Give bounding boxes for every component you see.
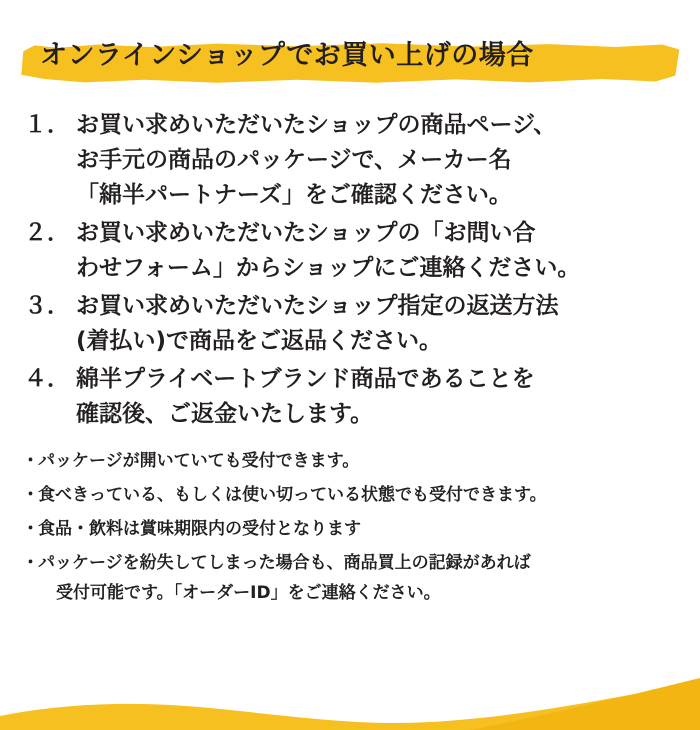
page-title: オンラインショップでお買い上げの場合 [40, 40, 534, 71]
step-line: 綿半プライベートブランド商品であることを [76, 366, 535, 392]
list-item [22, 446, 686, 476]
note-text [38, 446, 686, 476]
step-line: 「綿半パートナーズ」をご確認ください。 [76, 182, 512, 208]
document-page [0, 30, 700, 730]
step-number: ２． [24, 220, 70, 246]
step-line: お買い求めいただいたショップの商品ページ、 [76, 112, 557, 138]
step-line: (着払い)で商品をご返品ください。 [76, 328, 443, 354]
step-text [76, 216, 682, 286]
step-number: １． [24, 112, 70, 138]
bottom-decoration-swoosh [0, 660, 700, 730]
bullet-marker: ・ [22, 485, 39, 505]
list-item [22, 548, 686, 608]
step-text [76, 289, 682, 359]
note-line: パッケージが開いていても受付できます。 [38, 451, 360, 471]
note-line: 食品・飲料は賞味期限内の受付となります [38, 519, 361, 539]
list-item [24, 216, 682, 286]
note-text [38, 480, 686, 510]
note-line: パッケージを紛失してしまった場合も、商品買上の記録があれば [38, 553, 531, 573]
step-line: 確認後、ご返金いたします。 [76, 401, 374, 427]
list-item [22, 480, 686, 510]
notes-list [0, 446, 700, 608]
step-text [76, 108, 682, 213]
note-line: 受付可能です。「オーダーID」をご連絡ください。 [56, 583, 441, 603]
note-text [38, 514, 686, 544]
steps-list [0, 108, 700, 432]
list-item [24, 362, 682, 432]
list-item [24, 108, 682, 213]
page-title-area [0, 30, 700, 92]
step-line: お買い求めいただいたショップの「お問い合 [76, 220, 536, 246]
step-line: わせフォーム」からショップにご連絡ください。 [76, 255, 581, 281]
step-line: お買い求めいただいたショップ指定の返送方法 [76, 293, 559, 319]
step-number: ４． [24, 366, 70, 392]
step-text [76, 362, 682, 432]
bullet-marker: ・ [22, 553, 39, 573]
step-number: ３． [24, 293, 70, 319]
step-line: お手元の商品のパッケージで、メーカー名 [76, 147, 512, 173]
bullet-marker: ・ [22, 451, 39, 471]
note-line: 食べきっている、もしくは使い切っている状態でも受付できます。 [38, 485, 547, 505]
list-item [24, 289, 682, 359]
list-item [22, 514, 686, 544]
bullet-marker: ・ [22, 519, 39, 539]
note-text [38, 548, 686, 608]
